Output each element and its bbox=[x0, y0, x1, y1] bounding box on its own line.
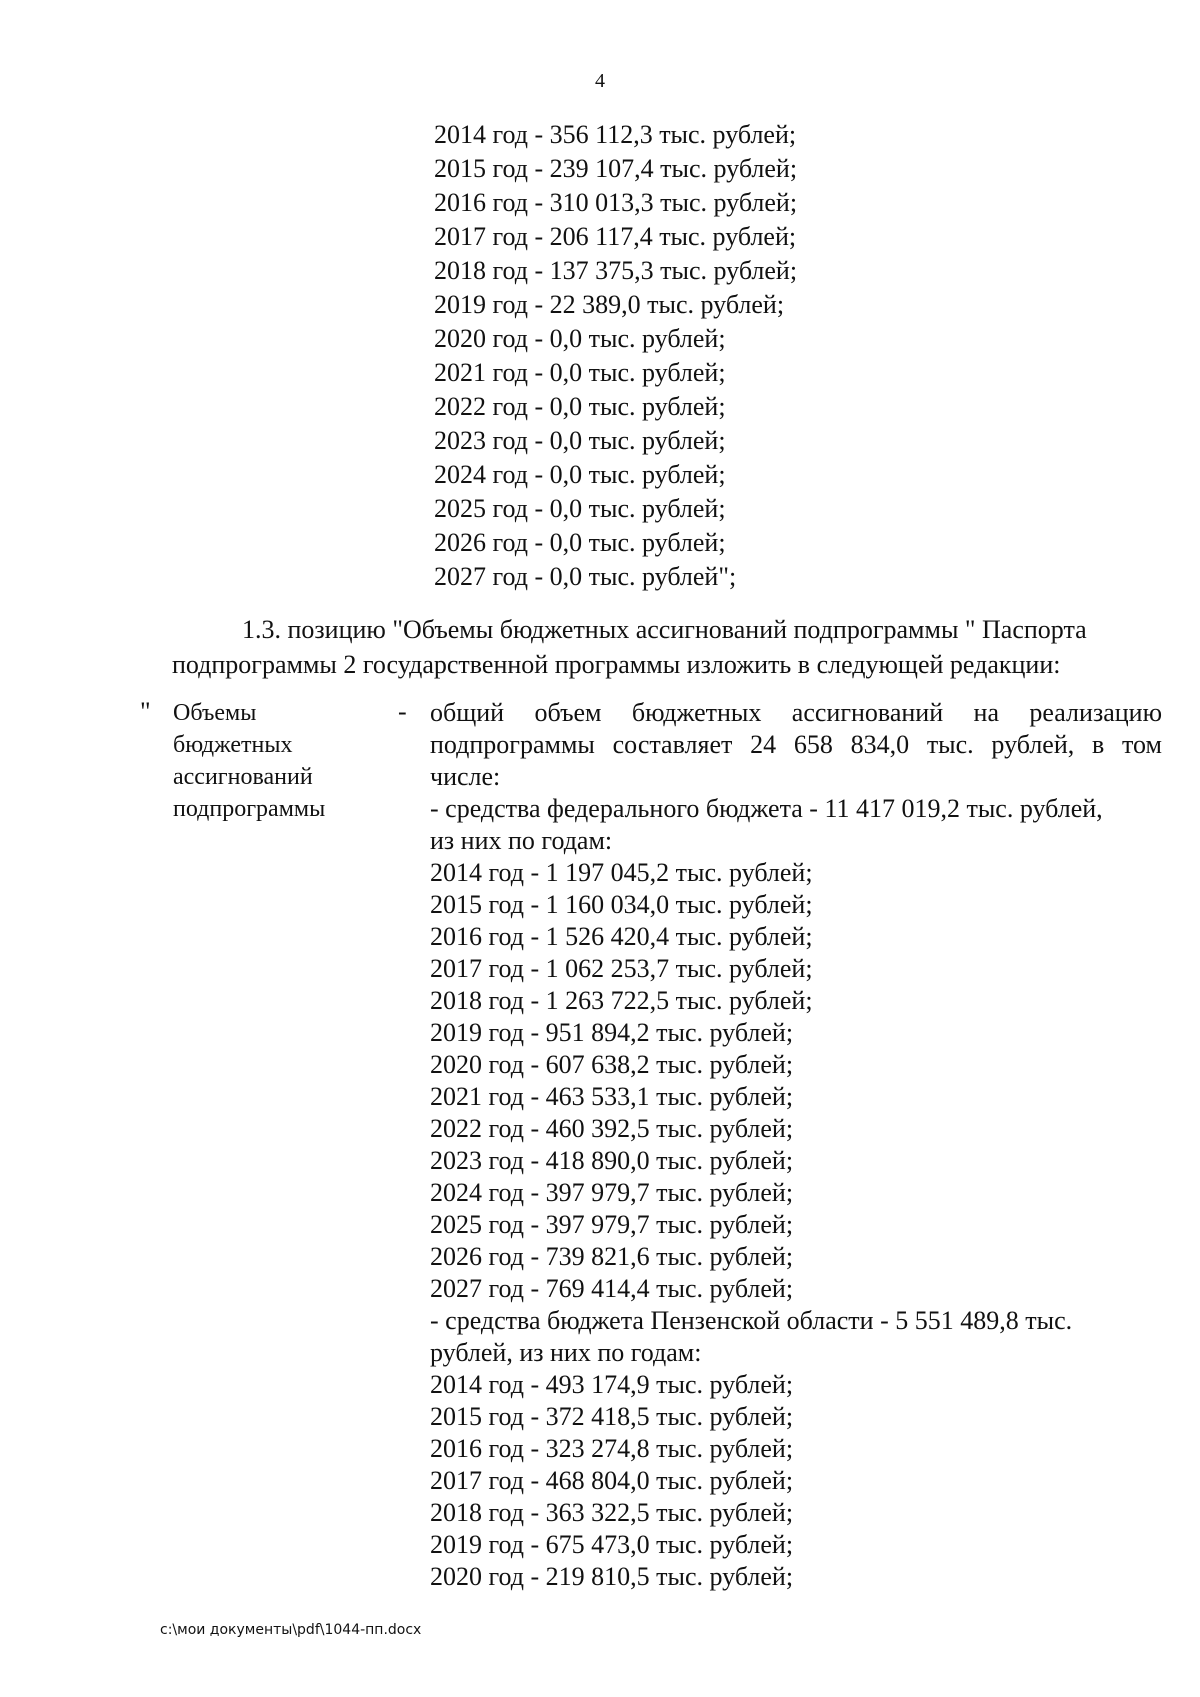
regional-year-line: 2020 год - 219 810,5 тыс. рублей; bbox=[430, 1562, 794, 1591]
intro-year-line: 2022 год - 0,0 тыс. рублей; bbox=[434, 392, 726, 421]
passport-label-line: подпрограммы bbox=[173, 796, 326, 822]
total-line: общий объем бюджетных ассигнований на реализацию bbox=[430, 698, 1162, 727]
federal-year-line: 2015 год - 1 160 034,0 тыс. рублей; bbox=[430, 890, 813, 919]
intro-year-line: 2015 год - 239 107,4 тыс. рублей; bbox=[434, 154, 798, 183]
regional-year-line: 2014 год - 493 174,9 тыс. рублей; bbox=[430, 1370, 794, 1399]
intro-year-line: 2026 год - 0,0 тыс. рублей; bbox=[434, 528, 726, 557]
regional-year-line: 2015 год - 372 418,5 тыс. рублей; bbox=[430, 1402, 794, 1431]
footer-file-path: c:\мои документы\pdf\1044-пп.docx bbox=[160, 1622, 422, 1638]
passport-label-line: бюджетных bbox=[173, 732, 293, 758]
federal-year-line: 2026 год - 739 821,6 тыс. рублей; bbox=[430, 1242, 794, 1271]
federal-year-line: 2023 год - 418 890,0 тыс. рублей; bbox=[430, 1146, 794, 1175]
page-number: 4 bbox=[595, 70, 605, 92]
passport-content bbox=[430, 697, 1162, 1593]
amendment-paragraph-line-2: подпрограммы 2 государственной программы изложить в следующей редакции: bbox=[172, 650, 1061, 679]
federal-year-line: 2021 год - 463 533,1 тыс. рублей; bbox=[430, 1082, 794, 1111]
federal-year-line: 2022 год - 460 392,5 тыс. рублей; bbox=[430, 1114, 794, 1143]
passport-label-line: Объемы bbox=[173, 700, 257, 726]
federal-year-line: 2016 год - 1 526 420,4 тыс. рублей; bbox=[430, 922, 813, 951]
total-line: числе: bbox=[430, 762, 501, 791]
federal-year-line: 2017 год - 1 062 253,7 тыс. рублей; bbox=[430, 954, 813, 983]
intro-year-line: 2019 год - 22 389,0 тыс. рублей; bbox=[434, 290, 785, 319]
regional-year-line: 2018 год - 363 322,5 тыс. рублей; bbox=[430, 1498, 794, 1527]
federal-heading-line: - средства федерального бюджета - 11 417 019,2 тыс. рублей, bbox=[430, 794, 1103, 823]
federal-year-line: 2020 год - 607 638,2 тыс. рублей; bbox=[430, 1050, 794, 1079]
federal-year-line: 2027 год - 769 414,4 тыс. рублей; bbox=[430, 1274, 794, 1303]
intro-year-list bbox=[434, 118, 797, 594]
federal-year-line: 2019 год - 951 894,2 тыс. рублей; bbox=[430, 1018, 794, 1047]
intro-year-line: 2020 год - 0,0 тыс. рублей; bbox=[434, 324, 726, 353]
intro-year-line: 2024 год - 0,0 тыс. рублей; bbox=[434, 460, 726, 489]
federal-heading-line: из них по годам: bbox=[430, 826, 613, 855]
passport-label-line: ассигнований bbox=[173, 764, 313, 790]
regional-year-line: 2016 год - 323 274,8 тыс. рублей; bbox=[430, 1434, 794, 1463]
passport-label bbox=[173, 697, 393, 825]
intro-year-line: 2018 год - 137 375,3 тыс. рублей; bbox=[434, 256, 798, 285]
federal-year-line: 2025 год - 397 979,7 тыс. рублей; bbox=[430, 1210, 794, 1239]
intro-year-line: 2021 год - 0,0 тыс. рублей; bbox=[434, 358, 726, 387]
separator-dash: - bbox=[398, 697, 407, 726]
passport-table bbox=[140, 697, 1162, 1597]
intro-year-line: 2017 год - 206 117,4 тыс. рублей; bbox=[434, 222, 797, 251]
regional-heading-line: - средства бюджета Пензенской области - 5 551 489,8 тыс. bbox=[430, 1306, 1073, 1335]
federal-year-line: 2018 год - 1 263 722,5 тыс. рублей; bbox=[430, 986, 813, 1015]
intro-year-line: 2016 год - 310 013,3 тыс. рублей; bbox=[434, 188, 798, 217]
regional-year-line: 2017 год - 468 804,0 тыс. рублей; bbox=[430, 1466, 794, 1495]
amendment-paragraph-line-1: 1.3. позицию "Объемы бюджетных ассигнований подпрограммы " Паспорта bbox=[242, 615, 1087, 644]
federal-year-line: 2024 год - 397 979,7 тыс. рублей; bbox=[430, 1178, 794, 1207]
federal-year-line: 2014 год - 1 197 045,2 тыс. рублей; bbox=[430, 858, 813, 887]
total-line: подпрограммы составляет 24 658 834,0 тыс. рублей, в том bbox=[430, 730, 1162, 759]
intro-year-line: 2014 год - 356 112,3 тыс. рублей; bbox=[434, 120, 797, 149]
intro-year-line: 2027 год - 0,0 тыс. рублей"; bbox=[434, 562, 737, 591]
opening-quote: " bbox=[140, 697, 151, 726]
regional-heading-line: рублей, из них по годам: bbox=[430, 1338, 702, 1367]
intro-year-line: 2023 год - 0,0 тыс. рублей; bbox=[434, 426, 726, 455]
regional-year-line: 2019 год - 675 473,0 тыс. рублей; bbox=[430, 1530, 794, 1559]
intro-year-line: 2025 год - 0,0 тыс. рублей; bbox=[434, 494, 726, 523]
